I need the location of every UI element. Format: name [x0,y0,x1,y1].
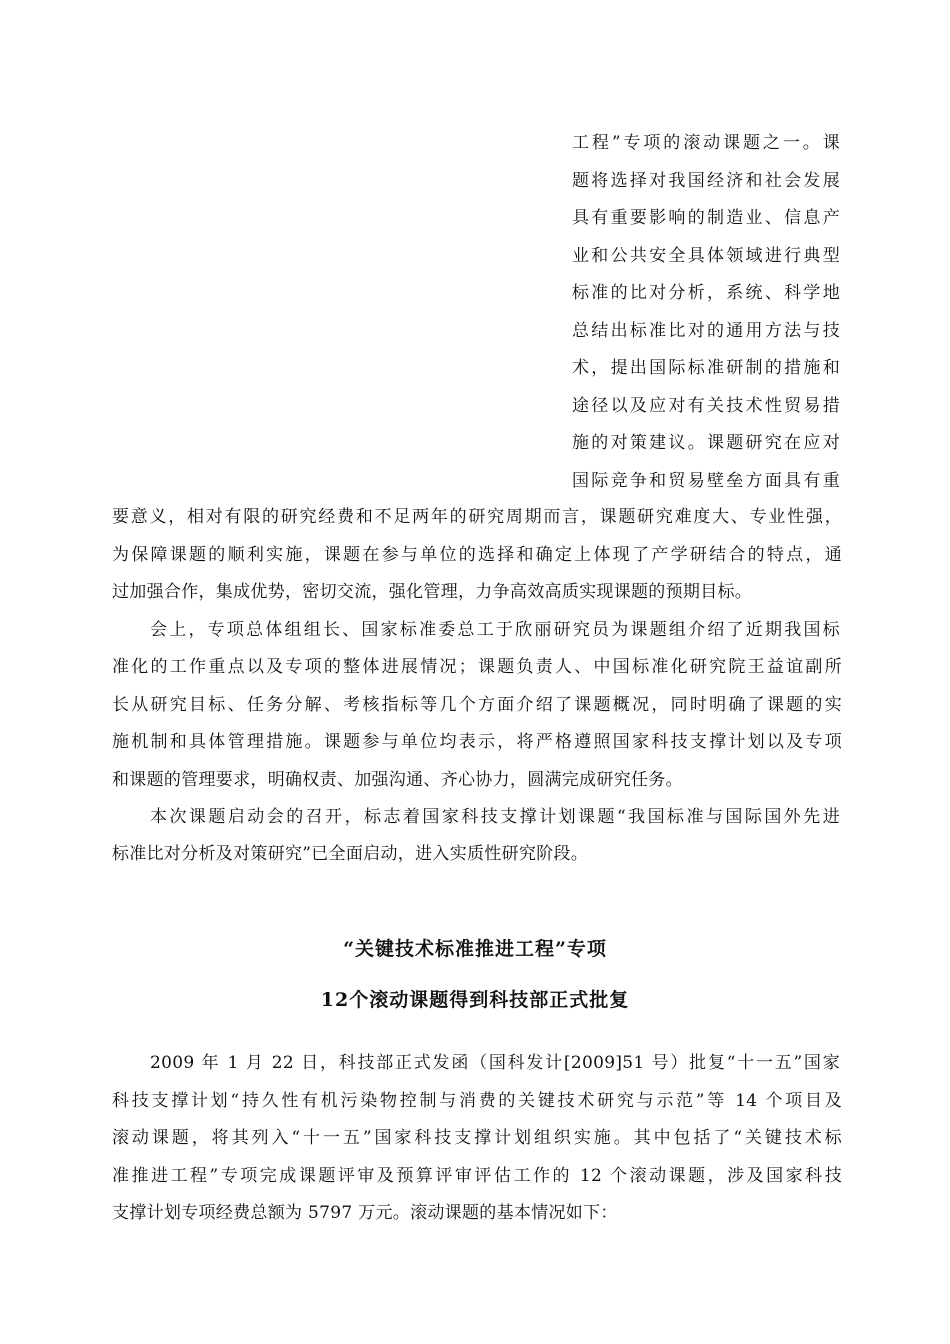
column-text-line: 具有重要影响的制造业、信息产 [572,208,840,228]
paragraph-line: 准推进工程”专项完成课题评审及预算评审评估工作的 12 个滚动课题，涉及国家科技 [112,1166,842,1186]
paragraph-line: 要意义，相对有限的研究经费和不足两年的研究周期而言，课题研究难度大、专业性强， [112,507,842,527]
column-text-line: 总结出标准比对的通用方法与技 [572,321,840,341]
paragraph-line: 过加强合作，集成优势，密切交流，强化管理，力争高效高质实现课题的预期目标。 [112,582,753,602]
paragraph-line: 本次课题启动会的召开，标志着国家科技支撑计划课题“我国标准与国际国外先进 [150,807,840,827]
paragraph-line: 标准比对分析及对策研究”已全面启动，进入实质性研究阶段。 [112,844,589,864]
column-text-line: 途径以及应对有关技术性贸易措 [572,396,840,416]
section-heading-line-2: 12个滚动课题得到科技部正式批复 [320,989,630,1011]
paragraph-line: 支撑计划专项经费总额为 5797 万元。滚动课题的基本情况如下： [112,1203,618,1223]
paragraph-line: 长从研究目标、任务分解、考核指标等几个方面介绍了课题概况，同时明确了课题的实 [112,695,842,715]
paragraph-line: 会上，专项总体组组长、国家标准委总工于欣丽研究员为课题组介绍了近期我国标 [150,620,840,640]
column-text-line: 国际竞争和贸易壁垒方面具有重 [572,471,840,491]
paragraph-line: 施机制和具体管理措施。课题参与单位均表示，将严格遵照国家科技支撑计划以及专项 [112,732,842,752]
column-text-line: 题将选择对我国经济和社会发展 [572,171,840,191]
paragraph-line: 滚动课题，将其列入“十一五”国家科技支撑计划组织实施。其中包括了“关键技术标 [112,1128,842,1148]
column-text-line: 工程”专项的滚动课题之一。课 [572,133,840,153]
paragraph-line: 和课题的管理要求，明确权责、加强沟通、齐心协力，圆满完成研究任务。 [112,770,683,790]
paragraph-line: 为保障课题的顺利实施，课题在参与单位的选择和确定上体现了产学研结合的特点，通 [112,545,842,565]
paragraph-line: 2009 年 1 月 22 日，科技部正式发函（国科发计[2009]51 号）批复“十一五”国家 [150,1053,840,1073]
column-text-line: 业和公共安全具体领域进行典型 [572,246,840,266]
paragraph-line: 准化的工作重点以及专项的整体进展情况；课题负责人、中国标准化研究院王益谊副所 [112,657,842,677]
column-text-line: 施的对策建议。课题研究在应对 [572,433,840,453]
section-heading-line-1: “关键技术标准推进工程”专项 [343,938,607,960]
column-text-line: 标准的比对分析，系统、科学地 [572,283,840,303]
column-text-line: 术，提出国际标准研制的措施和 [572,358,840,378]
paragraph-line: 科技支撑计划“持久性有机污染物控制与消费的关键技术研究与示范”等 14 个项目及 [112,1091,842,1111]
